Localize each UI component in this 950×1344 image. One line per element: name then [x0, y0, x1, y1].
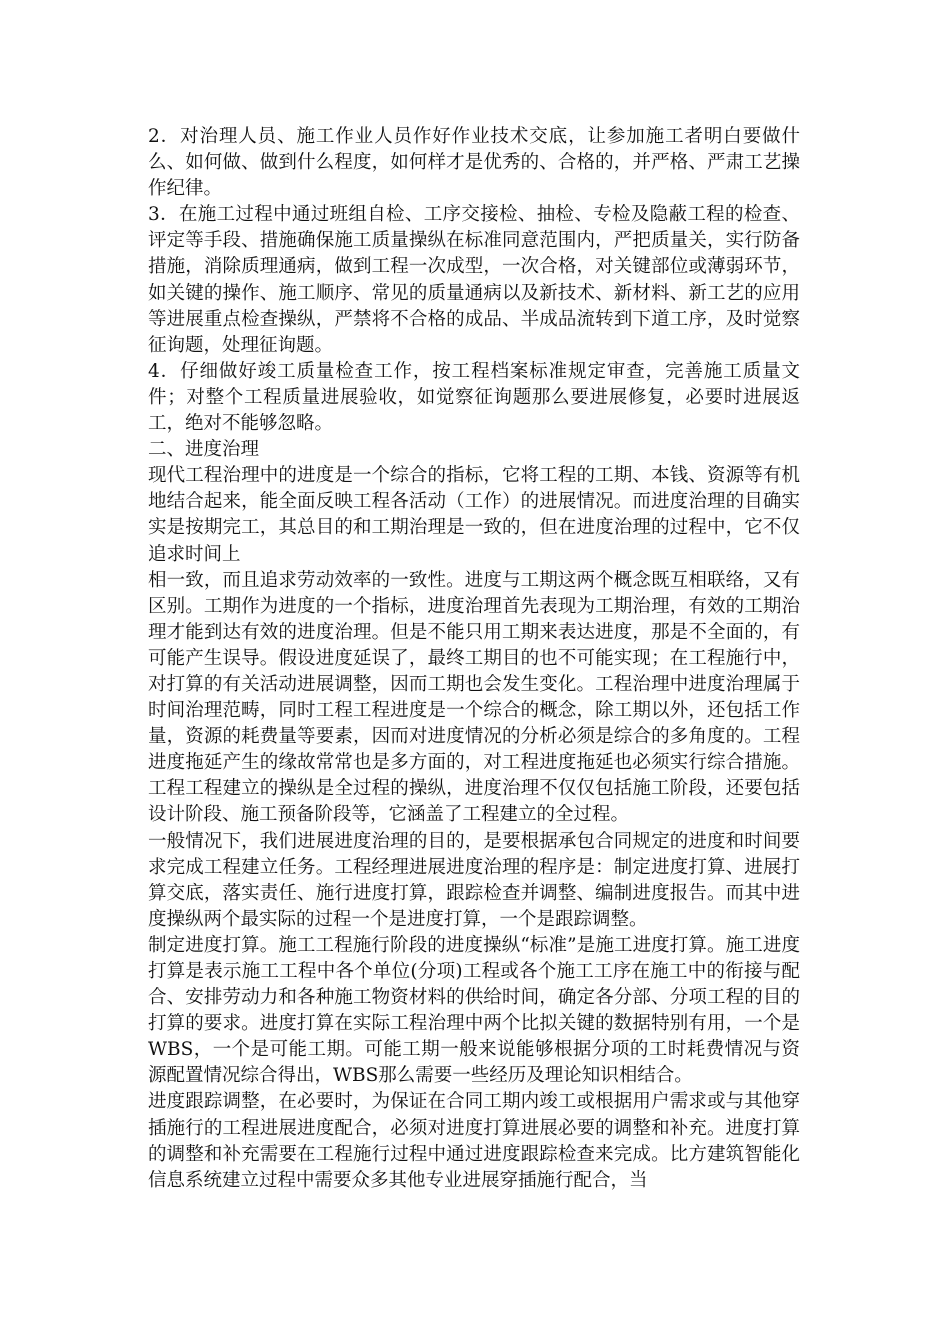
paragraph-progress-tracking: 进度跟踪调整，在必要时，为保证在合同工期内竣工或根据用户需求或与其他穿插施行的工程进展进度配合，必须对进度打算进展必要的调整和补充。进度打算的调整和补充需要在工程施行过程中通过进度跟踪检查来完成。比方建筑智能化信息系统建立过程中需要众多其他专业进展穿插施行配合，当: [148, 1091, 800, 1191]
paragraph-progress-procedure: 一般情况下，我们进展进度治理的目的，是要根据承包合同规定的进度和时间要求完成工程建立任务。工程经理进展进度治理的程序是：制定进度打算、进展打算交底，落实责任、施行进度打算，跟踪检查并调整、编制进度报告。而其中进度操纵两个最实际的过程一个是进度打算，一个是跟踪调整。: [148, 830, 800, 930]
section-heading-progress: 二、进度治理: [148, 439, 260, 461]
paragraph-quality-item-2: 2．对治理人员、施工作业人员作好作业技术交底，让参加施工者明白要做什么、如何做、做到什么程度，如何样才是优秀的、合格的，并严格、严肃工艺操作纪律。: [148, 126, 800, 200]
paragraph-quality-item-4: 4．仔细做好竣工质量检查工作，按工程档案标准规定审查，完善施工质量文件；对整个工程质量进展验收，如觉察征询题那么要进展修复，必要时进展返工，绝对不能够忽略。: [148, 360, 800, 435]
paragraph-progress-plan: 制定进度打算。施工工程施行阶段的进度操纵“标准”是施工进度打算。施工进度打算是表示施工工程中各个单位(分项)工程或各个施工工序在施工中的衔接与配合、安排劳动力和各种施工物资材料的供给时间，确定各分部、分项工程的目的打算的要求。进度打算在实际工程治理中两个比拟关键的数据特别有用，一个是WBS，一个是可能工期。可能工期一般来说能够根据分项的工时耗费情况与资源配置情况综合得出，WBS那么需要一些经历及理论知识相结合。: [148, 934, 800, 1087]
document-page: [148, 124, 800, 1194]
paragraph-progress-duration: 相一致，而且追求劳动效率的一致性。进度与工期这两个概念既互相联络，又有区别。工期作为进度的一个指标，进度治理首先表现为工期治理，有效的工期治理才能到达有效的进度治理。但是不能只用工期来表达进度，那是不全面的，有可能产生误导。假设进度延误了，最终工期目的也不可能实现；在工程施行中，对打算的有关活动进展调整，因而工期也会发生变化。工程治理中进度治理属于时间治理范畴，同时工程工程进度是一个综合的概念，除工期以外，还包括工作量，资源的耗费量等要素，因而对进度情况的分析必须是综合的多角度的。工程进度拖延产生的缘故常常也是多方面的，对工程进度拖延也必须实行综合措施。工程工程建立的操纵是全过程的操纵，进度治理不仅仅包括施工阶段，还要包括设计阶段、施工预备阶段等，它涵盖了工程建立的全过程。: [148, 569, 800, 826]
paragraph-quality-item-3: 3．在施工过程中通过班组自检、工序交接检、抽检、专检及隐蔽工程的检查、评定等手段、措施确保施工质量操纵在标准同意范围内，严把质量关，实行防备措施，消除质理通病，做到工程一次成型，一次合格，对关键部位或薄弱环节，如关键的操作、施工顺序、常见的质量通病以及新技术、新材料、新工艺的应用等进展重点检查操纵，严禁将不合格的成品、半成品流转到下道工序，及时觉察征询题，处理征询题。: [148, 204, 800, 356]
paragraph-progress-intro: 现代工程治理中的进度是一个综合的指标，它将工程的工期、本钱、资源等有机地结合起来，能全面反映工程各活动（工作）的进展情况。而进度治理的目确实实是按期完工，其总目的和工期治理是一致的，但在进度治理的过程中，它不仅追求时间上: [148, 465, 800, 565]
